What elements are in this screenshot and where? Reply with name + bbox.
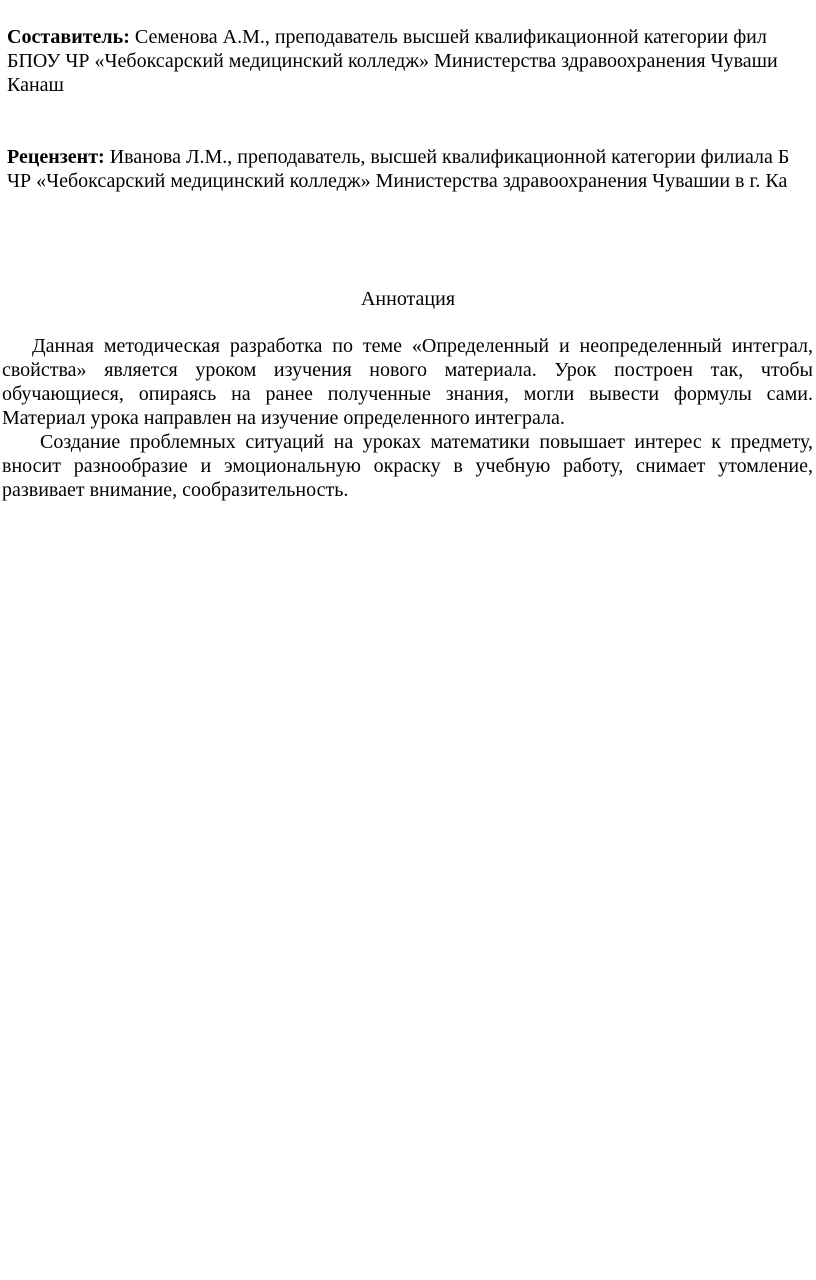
- annotation-p2-line-3: развивает внимание, сообразительность.: [2, 479, 349, 501]
- compiler-line-1: [7, 25, 767, 49]
- annotation-p1-line-1: Данная методическая разработка по теме «Определенный и неопределенный интеграл,: [32, 335, 813, 357]
- compiler-text-1: Семенова А.М., преподаватель высшей квалификационной категории фил: [134, 26, 767, 48]
- reviewer-label: Рецензент:: [7, 146, 105, 168]
- annotation-p2-line-1: Создание проблемных ситуаций на уроках математики повышает интерес к предмету,: [40, 431, 813, 453]
- compiler-line-3: Канаш: [7, 74, 64, 96]
- annotation-p2-line-2: вносит разнообразие и эмоциональную окраску в учебную работу, снимает утомление,: [2, 455, 813, 477]
- compiler-line-2: БПОУ ЧР «Чебоксарский медицинский колледж» Министерства здравоохранения Чуваши: [7, 50, 778, 72]
- reviewer-line-1: [7, 145, 789, 169]
- reviewer-line-2: ЧР «Чебоксарский медицинский колледж» Министерства здравоохранения Чувашии в г. Ка: [7, 170, 788, 192]
- annotation-p1-line-2: свойства» является уроком изучения нового материала. Урок построен так, чтобы: [2, 359, 813, 381]
- compiler-label: Составитель:: [7, 26, 130, 48]
- annotation-title: Аннотация: [360, 288, 456, 310]
- annotation-p1-line-4: Материал урока направлен на изучение определенного интеграла.: [2, 407, 565, 429]
- reviewer-text-1: Иванова Л.М., преподаватель, высшей квалификационной категории филиала Б: [109, 146, 790, 168]
- annotation-p1-line-3: обучающиеся, опираясь на ранее полученные знания, могли вывести формулы сами.: [2, 383, 813, 405]
